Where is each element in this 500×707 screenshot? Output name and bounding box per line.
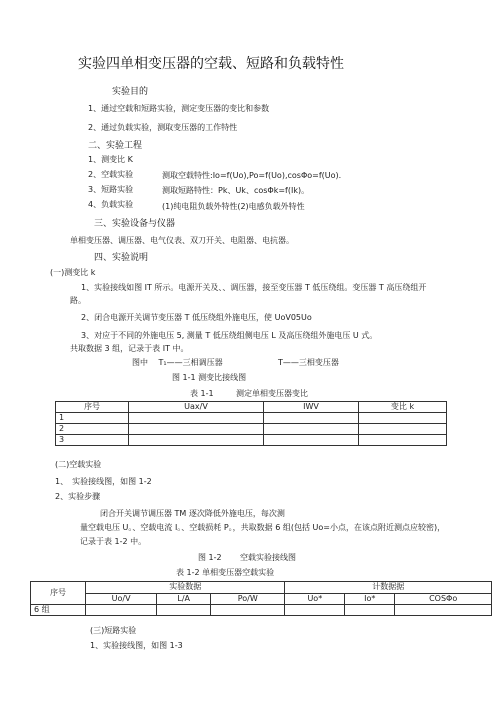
table-row (56, 435, 447, 446)
table-1-2 (30, 581, 492, 616)
items-right-1: 测取空载特性:Io=f(Uo),Po=f(Uo),cosΦo=f(Uo). (162, 171, 342, 180)
noload-para-1: 闭合开关调节调压器 TM 逐次降低外施电压，每次测 (100, 509, 285, 518)
figure-1-2-number: 图 1-2 (198, 553, 222, 562)
table-subheader-row (31, 593, 492, 605)
table-header-group-experiment: 实验数据 (86, 582, 285, 594)
table-cell-seq: 1 (56, 413, 129, 424)
table-cell (129, 435, 264, 446)
items-heading: 二、实验工程 (88, 141, 143, 151)
table-cell (129, 413, 264, 424)
table-header-cell: IWV (264, 402, 359, 413)
table-cell (395, 605, 492, 616)
table-cell (345, 605, 395, 616)
table-header-cell: 变比 k (359, 402, 447, 413)
purpose-heading: 实验目的 (112, 87, 149, 97)
desc-p1b: 路。 (70, 296, 86, 305)
table-subheader-cell: Po/W (211, 593, 285, 605)
document-title: 实验四单相变压器的空载、短路和负载特性 (78, 56, 344, 72)
items-right-2: 测取短路特性：Pk、Uk、cosΦk=f(Ik)。 (162, 186, 310, 195)
items-left-3: 3、短路实验 (88, 185, 134, 194)
table-cell-seq: 2 (56, 424, 129, 435)
table-cell (129, 424, 264, 435)
table-1-1-title: 测定单相变压器变比 (236, 389, 308, 398)
items-left-4: 4、负载实验 (88, 200, 134, 209)
table-cell (157, 605, 211, 616)
noload-para-2: 量空载电压 U。、空载电流 I。、空载损耗 P。，共取数据 6 组(包括 Uo=小点，在该点附近测点应较密)， (80, 523, 446, 532)
figure-legend-b: T——三相变压器 (278, 358, 339, 367)
table-cell (359, 413, 447, 424)
table-header-seq: 序号 (31, 582, 86, 605)
table-header-group-calc: 计数据据 (285, 582, 492, 594)
short-sub: (三)短路实验 (90, 626, 137, 635)
table-header-row (56, 402, 447, 413)
table-header-cell: 序号 (56, 402, 129, 413)
noload-line-2: 2、实验步骤 (55, 492, 101, 501)
figure-1-2-title: 空载实验接线图 (240, 553, 296, 562)
table-header-cell: Uax/V (129, 402, 264, 413)
table-row (31, 605, 492, 616)
table-cell (264, 424, 359, 435)
table-cell (264, 413, 359, 424)
purpose-item-1: 1、通过空载和短路实验，测定变压器的变比和参数 (88, 104, 270, 113)
table-row (56, 424, 447, 435)
table-cell (359, 424, 447, 435)
table-1-1 (55, 401, 447, 446)
figure-legend-a: 图中 T₁——三相调压器 (132, 358, 223, 367)
table-cell-seq: 6 组 (31, 605, 86, 616)
table-subheader-cell: Io* (345, 593, 395, 605)
equipment-heading: 三、实验设备与仪器 (94, 219, 176, 229)
desc-p2: 2、闭合电源开关调节变压器 T 低压绕组外施电压，使 UoV05Uo (81, 313, 312, 322)
figure-1-1-caption: 图 1-1 测变比接线图 (172, 373, 247, 382)
desc-heading: 四、实验说明 (94, 253, 149, 263)
table-header-row (31, 582, 492, 594)
table-row (56, 413, 447, 424)
table-subheader-cell: Uo/V (86, 593, 157, 605)
desc-p4: 共取数据 3 组，记录于表 IT 中。 (70, 344, 189, 353)
desc-sub1: (一)测变比 k (50, 268, 96, 277)
table-subheader-cell: L/A (157, 593, 211, 605)
table-cell (264, 435, 359, 446)
table-1-1-number: 表 1-1 (190, 389, 214, 398)
table-cell (86, 605, 157, 616)
items-left-2: 2、空载实验 (88, 170, 134, 179)
equipment-text: 单相变压器、调压器、电气仪表、双刀开关、电阻器、电抗器。 (70, 236, 294, 245)
desc-p3: 3、对应于不同的外施电压 5, 测量 T 低压绕组侧电压 L 及高压绕组外施电压 U 式。 (81, 331, 378, 340)
table-subheader-cell: Uo* (285, 593, 345, 605)
table-subheader-cell: COSΦo (395, 593, 492, 605)
noload-line-1: 1、 实验接线图，如图 1-2 (55, 477, 152, 486)
noload-sub: (二)空载实验 (55, 460, 102, 469)
purpose-item-2: 2、通过负载实验，测取变压器的工作特性 (88, 123, 238, 132)
short-line-1: 1、实验接线图，如图 1-3 (90, 641, 183, 650)
table-cell-seq: 3 (56, 435, 129, 446)
noload-para-3: 记录于表 1-2 中。 (80, 537, 147, 546)
table-cell (359, 435, 447, 446)
desc-p1a: 1、实验接线如图 IT 所示。电源开关及、、调压器，接至变压器 T 低压绕组。变压器 T 高压绕组开 (81, 283, 427, 292)
table-cell (211, 605, 285, 616)
items-right-3: (1)纯电阻负载外特性(2)电感负载外特性 (162, 202, 305, 211)
items-left-1: 1、测变比 K (88, 155, 133, 164)
table-cell (285, 605, 345, 616)
table-1-2-caption: 表 1-2 单相变压器空载实验 (176, 568, 275, 577)
